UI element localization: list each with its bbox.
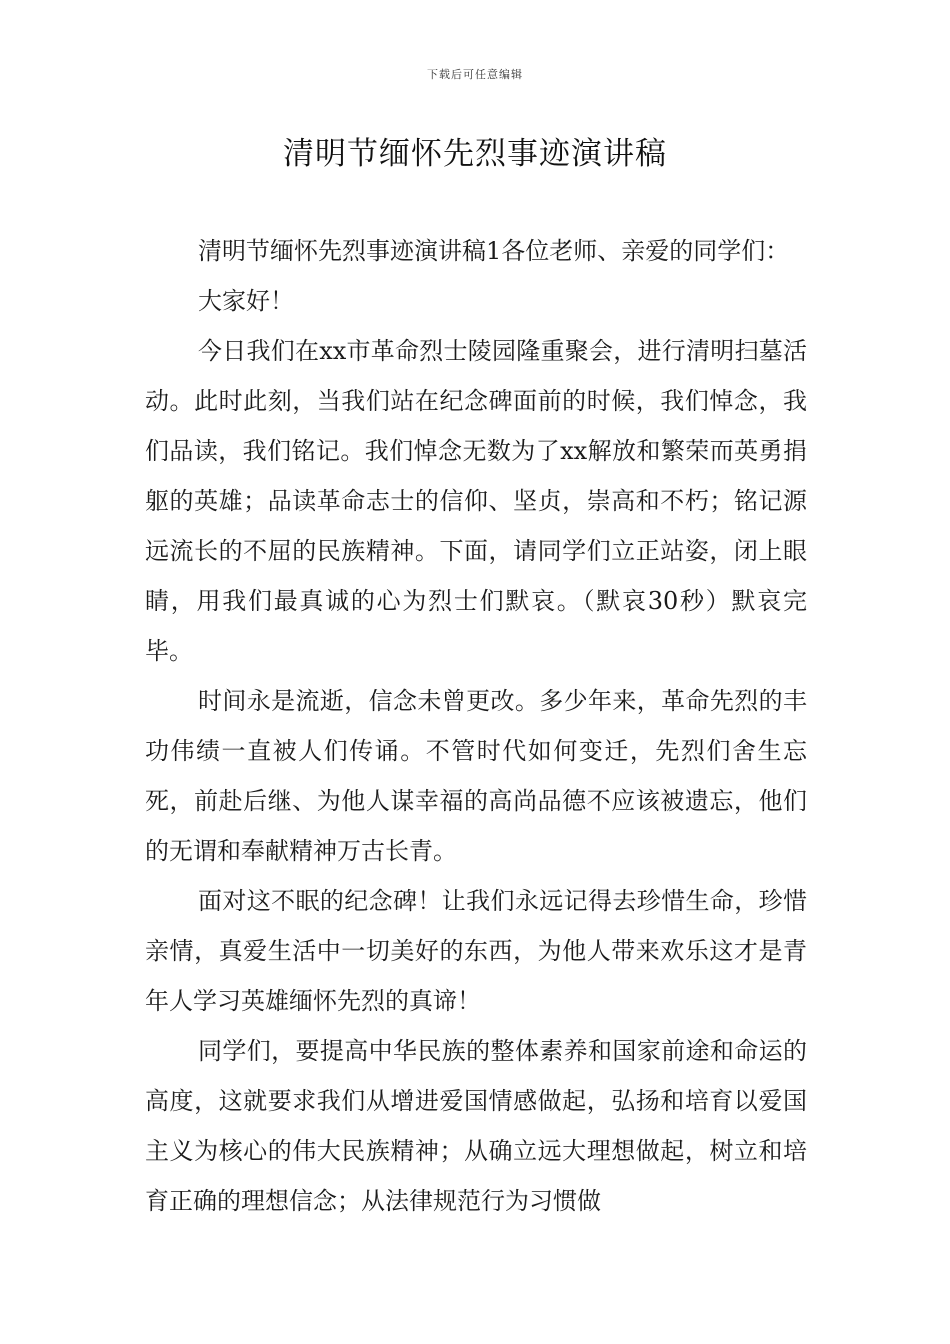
paragraph-students: 同学们，要提高中华民族的整体素养和国家前途和命运的高度，这就要求我们从增进爱国情感做起，弘扬和培育以爱国主义为核心的伟大民族精神；从确立远大理想做起，树立和培育正确的理想信念；从法律规范行为习惯做 — [145, 1037, 807, 1215]
paragraph-memorial: 今日我们在xx市革命烈士陵园隆重聚会，进行清明扫墓活动。此时此刻，当我们站在纪念碑面前的时候，我们悼念，我们品读，我们铭记。我们悼念无数为了xx解放和繁荣而英勇捐躯的英雄；品读革命志士的信仰、坚贞，崇高和不朽；铭记源远流长的不屈的民族精神。下面，请同学们立正站姿，闭上眼睛，用我们最真诚的心为烈士们默哀。（默哀30秒）默哀完毕。 — [145, 337, 807, 665]
header-note: 下载后可任意编辑 — [427, 68, 523, 81]
paragraph-time: 时间永是流逝，信念未曾更改。多少年来，革命先烈的丰功伟绩一直被人们传诵。不管时代如何变迁，先烈们舍生忘死，前赴后继、为他人谋幸福的高尚品德不应该被遗忘，他们的无谓和奉献精神万古长青。 — [145, 687, 807, 865]
paragraph-monument: 面对这不眠的纪念碑！让我们永远记得去珍惜生命，珍惜亲情，真爱生活中一切美好的东西，为他人带来欢乐这才是青年人学习英雄缅怀先烈的真谛！ — [145, 887, 807, 1015]
paragraph-greeting: 大家好！ — [198, 287, 294, 315]
document-body — [145, 226, 807, 1226]
document-title: 清明节缅怀先烈事迹演讲稿 — [283, 136, 667, 172]
paragraph-salutation: 清明节缅怀先烈事迹演讲稿1各位老师、亲爱的同学们： — [198, 237, 790, 265]
